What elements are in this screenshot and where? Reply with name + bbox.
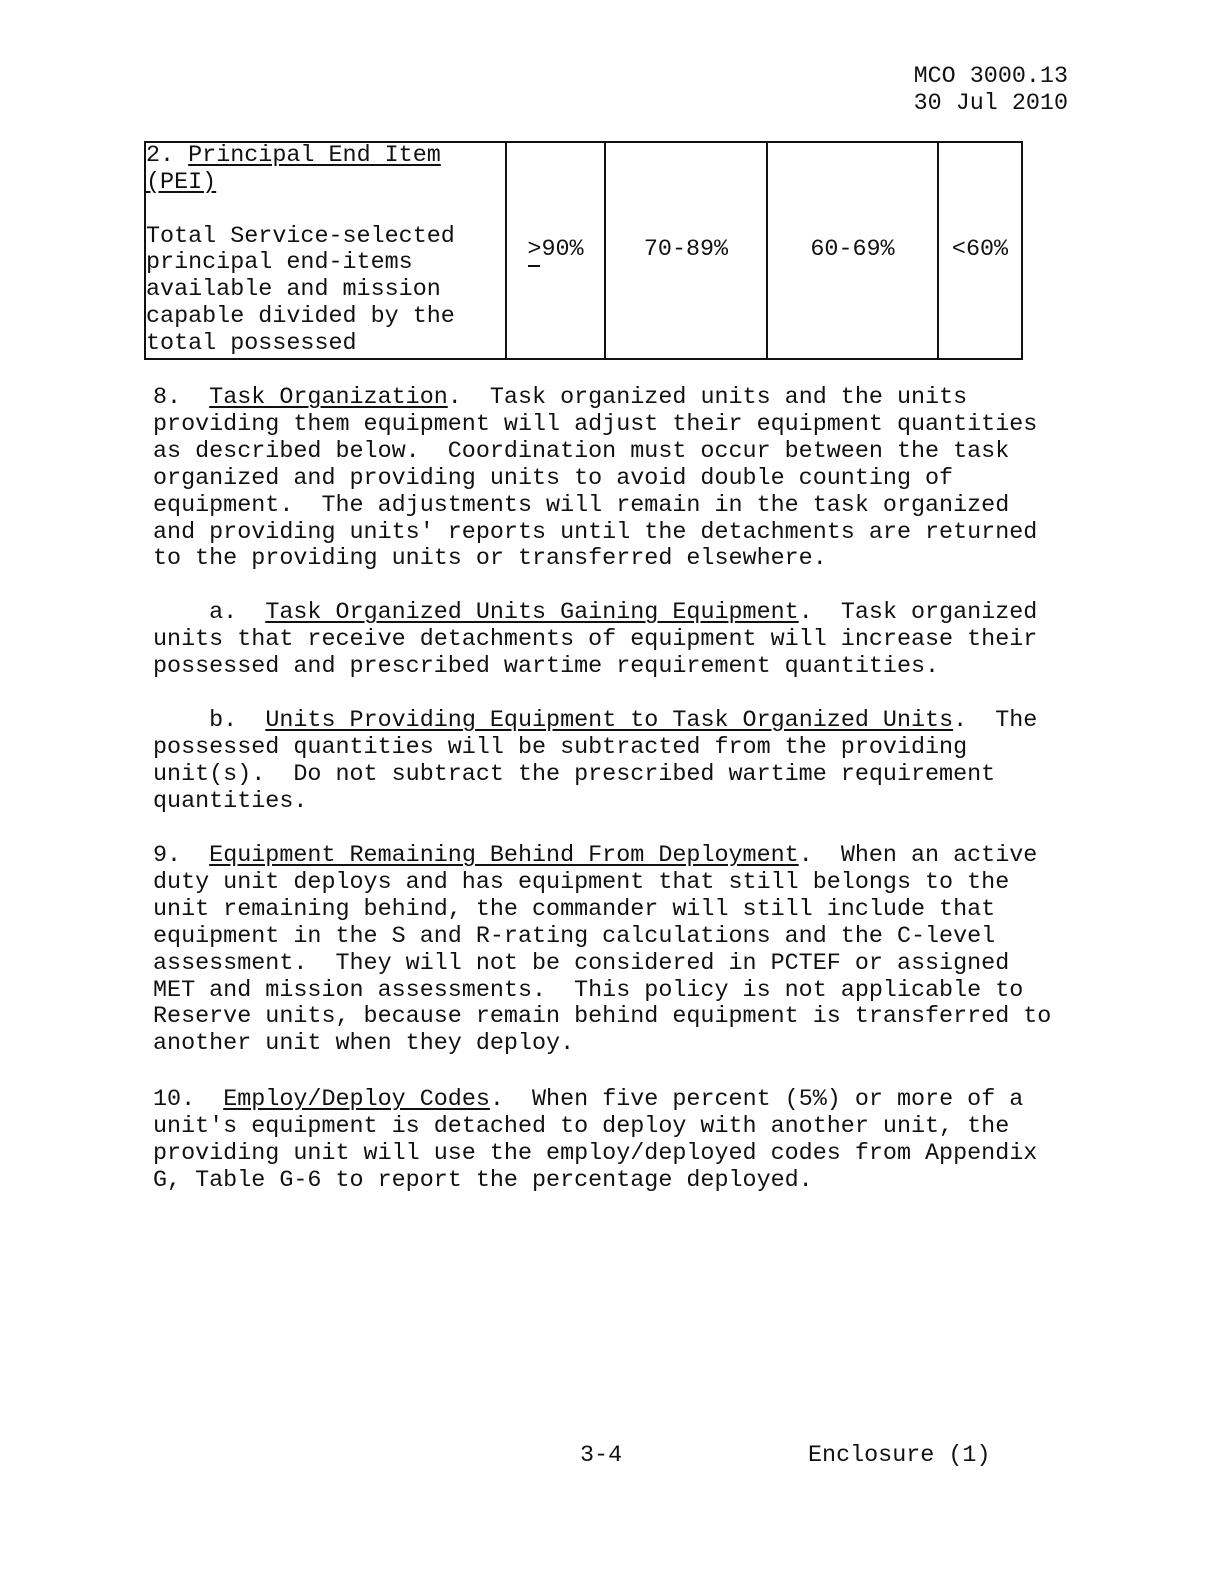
threshold-p3: 60-69%	[767, 142, 938, 359]
para-line: organized and providing units to avoid double counting of	[153, 465, 954, 492]
para-heading: Employ/Deploy Codes	[223, 1087, 490, 1113]
paragraph-9	[153, 843, 1073, 1058]
order-number: MCO 3000.13	[913, 64, 1068, 90]
para-line: unit's equipment is detached to deploy with another unit, the	[153, 1113, 1010, 1140]
para-line: duty unit deploys and has equipment that still belongs to the	[153, 869, 1010, 896]
pei-desc-line: available and mission	[146, 277, 441, 304]
threshold-p1	[506, 142, 605, 359]
threshold-p1-value: 90%	[541, 237, 584, 264]
para-text: . The	[953, 708, 1038, 734]
pei-desc-line: principal end-items	[146, 250, 413, 277]
pei-title: Principal End Item	[188, 143, 441, 169]
paragraph-8a	[153, 600, 1073, 681]
para-line: units that receive detachments of equipment will increase their	[153, 626, 1038, 653]
para-heading: Task Organized Units Gaining Equipment	[265, 600, 799, 626]
para-line: another unit when they deploy.	[153, 1031, 575, 1058]
enclosure-label: Enclosure (1)	[808, 1443, 991, 1469]
para-heading: Task Organization	[209, 385, 448, 411]
pei-readiness-table	[144, 141, 1023, 360]
threshold-p4: <60%	[938, 142, 1022, 359]
para-line	[153, 1087, 1073, 1114]
para-line: equipment. The adjustments will remain in the task organized	[153, 492, 1010, 519]
para-line: possessed quantities will be subtracted from the providing	[153, 734, 968, 761]
table-row	[145, 142, 1022, 359]
para-line	[153, 385, 1073, 412]
para-line	[153, 600, 1073, 627]
para-line: and providing units' reports until the detachments are returned	[153, 519, 1038, 546]
para-line: MET and mission assessments. This policy is not applicable to	[153, 977, 1024, 1004]
para-number: 8.	[153, 385, 182, 411]
para-number: b.	[153, 708, 238, 734]
pei-abbrev: (PEI)	[146, 169, 217, 196]
para-number: 10.	[153, 1087, 196, 1113]
pei-desc-line: total possessed	[146, 330, 357, 357]
pei-item-number: 2.	[146, 143, 175, 169]
para-line: unit remaining behind, the commander will still include that	[153, 896, 996, 923]
para-text: . Task organized	[798, 600, 1038, 626]
para-text: . When an active	[798, 843, 1038, 869]
para-heading: Equipment Remaining Behind From Deployment	[209, 843, 799, 869]
pei-desc-line: capable divided by the	[146, 303, 455, 330]
para-line: assessment. They will not be considered in PCTEF or assigned	[153, 950, 1010, 977]
pei-title-line	[146, 143, 505, 170]
para-line: possessed and prescribed wartime requirement quantities.	[153, 653, 940, 680]
pei-desc-line: Total Service-selected	[146, 223, 455, 250]
pei-title-line	[146, 170, 505, 197]
ge-symbol: >	[527, 237, 542, 264]
paragraph-8	[153, 385, 1073, 573]
threshold-p2: 70-89%	[605, 142, 767, 359]
order-date: 30 Jul 2010	[913, 91, 1068, 117]
para-text: . Task organized units and the units	[447, 385, 968, 411]
para-line: providing unit will use the employ/deployed codes from Appendix	[153, 1140, 1038, 1167]
para-line: to the providing units or transferred elsewhere.	[153, 546, 827, 573]
page-number: 3-4	[580, 1443, 623, 1469]
para-line: G, Table G-6 to report the percentage deployed.	[153, 1167, 813, 1194]
para-line: unit(s). Do not subtract the prescribed wartime requirement	[153, 761, 996, 788]
paragraph-8b	[153, 708, 1073, 816]
paragraph-10	[153, 1087, 1073, 1195]
para-line: Reserve units, because remain behind equipment is transferred to	[153, 1004, 1052, 1031]
para-text: . When five percent (5%) or more of a	[489, 1087, 1024, 1113]
para-line: providing them equipment will adjust their equipment quantities	[153, 411, 1038, 438]
para-number: 9.	[153, 843, 182, 869]
para-line: quantities.	[153, 788, 308, 815]
para-heading: Units Providing Equipment to Task Organized Units	[265, 708, 954, 734]
para-number: a.	[153, 600, 238, 626]
pei-description-cell	[145, 142, 506, 359]
para-line: as described below. Coordination must occur between the task	[153, 438, 1010, 465]
para-line	[153, 843, 1073, 870]
para-line	[153, 708, 1073, 735]
para-line: equipment in the S and R-rating calculations and the C-level	[153, 923, 996, 950]
